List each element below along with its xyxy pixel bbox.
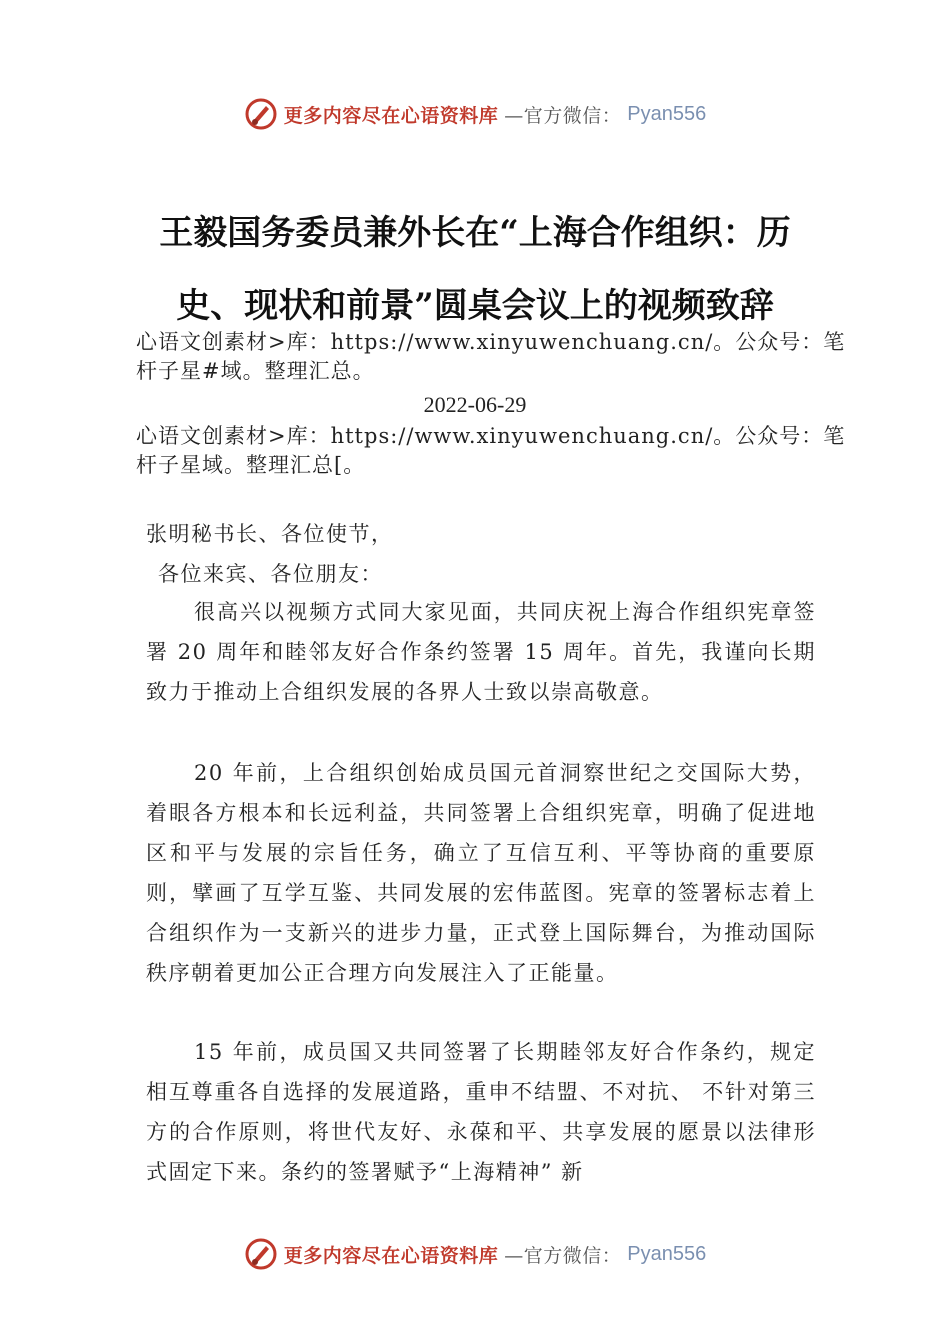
header-banner [0,96,950,132]
banner-wechat-label: —官方微信： [504,104,622,127]
source-note-2: 心语文创素材>库：https://www.xinyuwenchuang.cn/。公众号：笔杆子星域。整理汇总[。 [136,424,846,477]
brush-seal-icon [244,1237,278,1271]
banner-wechat-id: Pyan556 [627,102,707,125]
brush-seal-icon [244,97,278,131]
banner-wechat-label: —官方微信： [504,1244,622,1267]
greeting-line-2: 各位来宾、各位朋友： [158,562,383,586]
paragraph: 20 年前，上合组织创始成员国元首洞察世纪之交国际大势，着眼各方根本和长远利益，共同签署上合组织宪章，明确了促进地区和平与发展的宗旨任务，确立了互信互利、平等协商的重要原则，擘画了互学互鉴、共同发展的宏伟蓝图。宪章的签署标志着上合组织作为一支新兴的进步力量，正式登上国际舞台，为推动国际秩序朝着更加公正合理方向发展注入了正能量。 [146,761,816,985]
document-date: 2022-06-29 [423,392,527,417]
banner-slogan: 更多内容尽在心语资料库 [283,1244,499,1267]
source-note-1: 心语文创素材>库：https://www.xinyuwenchuang.cn/。公众号：笔杆子星#域。整理汇总。 [136,330,846,383]
banner-slogan: 更多内容尽在心语资料库 [283,104,499,127]
footer-banner [0,1236,950,1272]
document-title-line1: 王毅国务委员兼外长在“上海合作组织：历 [159,213,791,253]
document-title-line2: 史、现状和前景”圆桌会议上的视频致辞 [176,286,774,326]
paragraph: 很高兴以视频方式同大家见面，共同庆祝上海合作组织宪章签署 20 周年和睦邻友好合作条约签署 15 周年。首先，我谨向长期致力于推动上合组织发展的各界人士致以崇高敬意。 [146,600,816,704]
greeting-line-1: 张明秘书长、各位使节， [146,522,394,546]
banner-wechat-id: Pyan556 [627,1242,707,1265]
paragraph: 15 年前，成员国又共同签署了长期睦邻友好合作条约，规定相互尊重各自选择的发展道路，重申不结盟、不对抗、 不针对第三方的合作原则，将世代友好、永葆和平、共享发展的愿景以法律形式固定下来。条约的签署赋予“上海精神” 新 [146,1040,816,1184]
